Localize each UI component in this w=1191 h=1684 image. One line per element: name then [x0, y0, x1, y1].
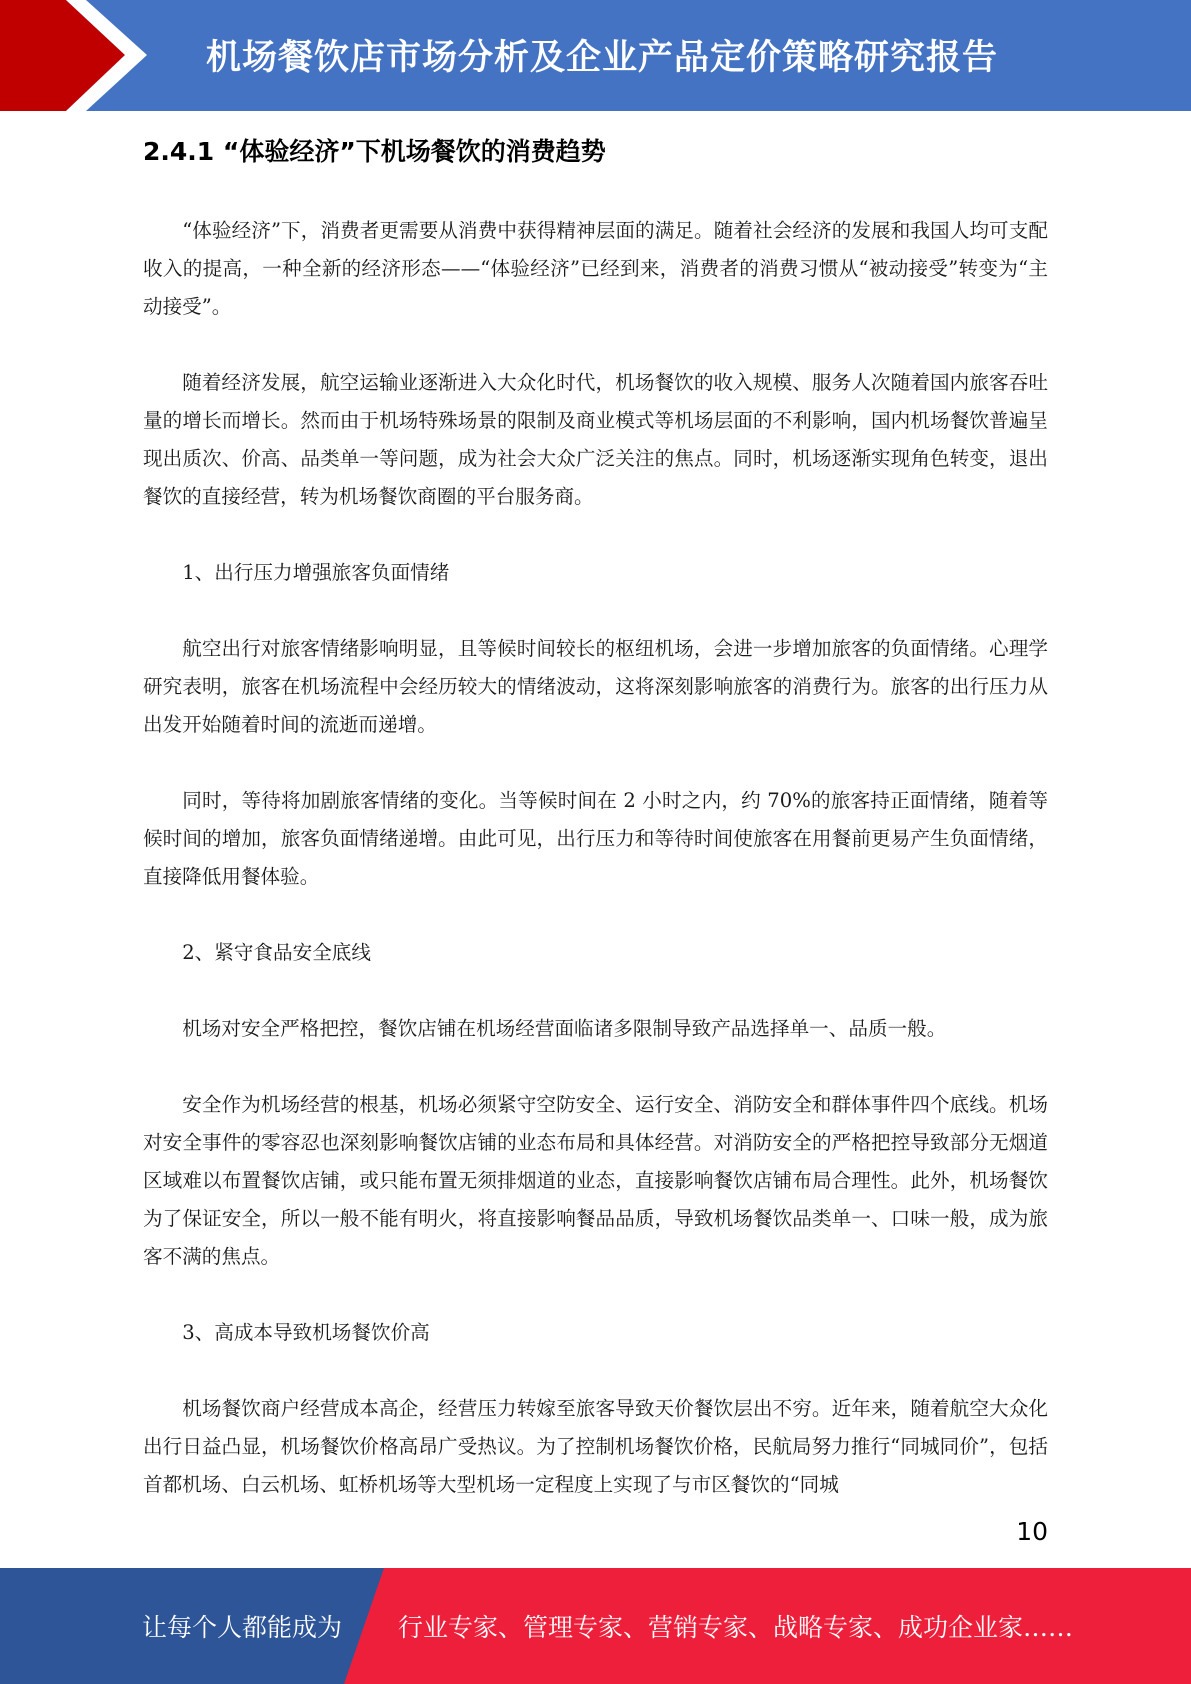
- paragraph: 同时，等待将加剧旅客情绪的变化。当等候时间在 2 小时之内，约 70%的旅客持正面情绪，随着等候时间的增加，旅客负面情绪递增。由此可见，出行压力和等待时间使旅客在用餐前更易产生负面情绪，直接降低用餐体验。: [143, 789, 1048, 888]
- header-arrow-decoration: [0, 0, 160, 111]
- paragraph: 机场对安全严格把控，餐饮店铺在机场经营面临诸多限制导致产品选择单一、品质一般。: [182, 1017, 947, 1040]
- report-title: 机场餐饮店市场分析及企业产品定价策略研究报告: [206, 38, 999, 78]
- subheading: 2、紧守食品安全底线: [182, 941, 371, 964]
- page-number: 10: [1016, 1517, 1048, 1546]
- body-content: [143, 212, 1048, 1504]
- paragraph: 机场餐饮商户经营成本高企，经营压力转嫁至旅客导致天价餐饮层出不穷。近年来，随着航空大众化出行日益凸显，机场餐饮价格高昂广受热议。为了控制机场餐饮价格，民航局努力推行“同城同价”，包括首都机场、白云机场、虹桥机场等大型机场一定程度上实现了与市区餐饮的“同城: [143, 1397, 1048, 1496]
- page-header: [0, 0, 1191, 111]
- paragraph: “体验经济”下，消费者更需要从消费中获得精神层面的满足。随着社会经济的发展和我国人均可支配收入的提高，一种全新的经济形态——“体验经济”已经到来，消费者的消费习惯从“被动接受”转变为“主动接受”。: [143, 219, 1048, 318]
- paragraph: 随着经济发展，航空运输业逐渐进入大众化时代，机场餐饮的收入规模、服务人次随着国内旅客吞吐量的增长而增长。然而由于机场特殊场景的限制及商业模式等机场层面的不利影响，国内机场餐饮普遍呈现出质次、价高、品类单一等问题，成为社会大众广泛关注的焦点。同时，机场逐渐实现角色转变，退出餐饮的直接经营，转为机场餐饮商圈的平台服务商。: [143, 371, 1048, 508]
- subheading: 3、高成本导致机场餐饮价高: [182, 1321, 430, 1344]
- paragraph: 安全作为机场经营的根基，机场必须紧守空防安全、运行安全、消防安全和群体事件四个底线。机场对安全事件的零容忍也深刻影响餐饮店铺的业态布局和具体经营。对消防安全的严格把控导致部分无烟道区域难以布置餐饮店铺，或只能布置无须排烟道的业态，直接影响餐饮店铺布局合理性。此外，机场餐饮为了保证安全，所以一般不能有明火，将直接影响餐品品质，导致机场餐饮品类单一、口味一般，成为旅客不满的焦点。: [143, 1093, 1048, 1268]
- page-footer: [0, 1568, 1191, 1684]
- footer-slogan-left: 让每个人都能成为: [142, 1613, 343, 1642]
- footer-slogan-right: 行业专家、管理专家、营销专家、战略专家、成功企业家……: [398, 1613, 1074, 1642]
- subheading: 1、出行压力增强旅客负面情绪: [182, 561, 450, 584]
- section-heading: 2.4.1 “体验经济”下机场餐饮的消费趋势: [143, 137, 606, 166]
- paragraph: 航空出行对旅客情绪影响明显，且等候时间较长的枢纽机场，会进一步增加旅客的负面情绪。心理学研究表明，旅客在机场流程中会经历较大的情绪波动，这将深刻影响旅客的消费行为。旅客的出行压力从出发开始随着时间的流逝而递增。: [143, 637, 1048, 736]
